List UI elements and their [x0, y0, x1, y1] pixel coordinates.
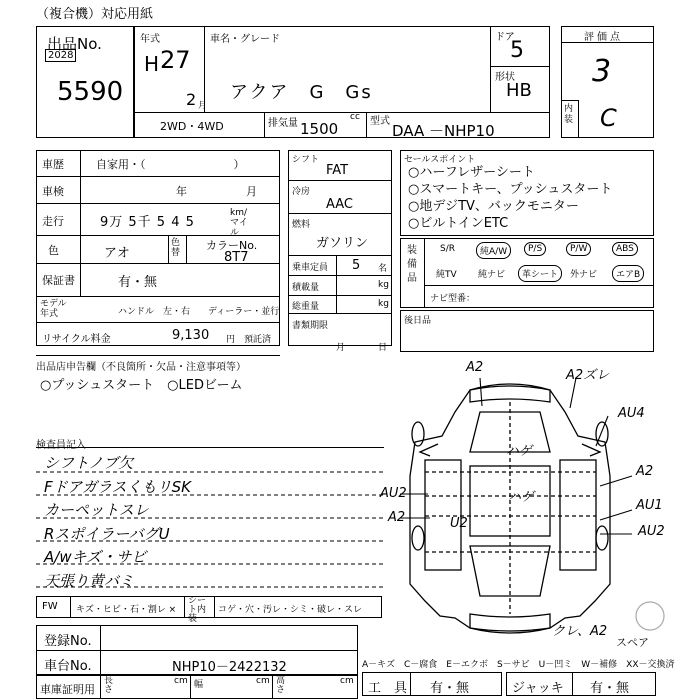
- capacity-value: 5: [352, 258, 361, 273]
- doc-deadline-label: 書類期限: [292, 321, 329, 331]
- doc-deadline-month: 月: [336, 343, 346, 353]
- year-era: H: [144, 52, 160, 76]
- aircon-value: AAC: [326, 197, 353, 212]
- equip-ext-navi: 外ナビ: [570, 270, 598, 280]
- fuel-label: 燃料: [292, 220, 311, 230]
- equip-aw: 純A/W: [476, 242, 511, 259]
- doors-value: 5: [510, 38, 524, 63]
- inspector-notes-label: 検査員記入: [36, 440, 86, 451]
- doors-label: ドア: [495, 32, 515, 43]
- color-code-label: カラーNo.: [206, 239, 258, 252]
- recycle-value: 9,130: [172, 328, 210, 343]
- color-change-label: 色替: [171, 238, 181, 258]
- load-label: 積載量: [292, 283, 320, 293]
- jack-label: ジャッキ: [512, 681, 564, 696]
- lot-label: 出品No.: [47, 35, 102, 53]
- diagram-mark: AU2: [638, 524, 665, 539]
- displacement-value: 1500: [300, 120, 339, 138]
- handle-label: ハンドル 左・右: [118, 307, 191, 317]
- cert-unit-2: cm: [256, 676, 270, 686]
- inspection-year-unit: 年: [176, 185, 187, 198]
- diagram-mark: ハゲ: [506, 444, 533, 459]
- equip-navi: 純ナビ: [478, 270, 506, 280]
- inspection-label: 車検: [42, 185, 64, 198]
- cert-label: 車庫証明用: [40, 683, 95, 696]
- shape-label: 形状: [495, 72, 515, 83]
- tools-label: 工 具: [368, 681, 408, 696]
- model-name-value: アクア G Gs: [230, 82, 373, 103]
- rating-value: 3: [592, 54, 612, 89]
- gross-weight-label: 総重量: [292, 302, 320, 312]
- diagram-mark: AU1: [636, 498, 663, 513]
- shape-value: HB: [506, 80, 532, 101]
- doc-deadline-day: 日: [378, 343, 388, 353]
- diagram-mark: U2: [450, 516, 468, 531]
- tools-value: 有・無: [430, 681, 470, 696]
- color-code: 8T7: [224, 250, 249, 265]
- year-month: 2: [186, 90, 197, 109]
- diagram-mark: A2: [466, 360, 484, 375]
- seat-text: コゲ・穴・汚レ・シミ・破レ・スレ: [218, 605, 363, 615]
- diagram-mark: A2: [388, 510, 406, 525]
- inspector-note: シフトノブ欠: [44, 454, 134, 472]
- color-label: 色: [48, 244, 59, 257]
- inspector-note: A/wキズ・サビ: [44, 548, 147, 566]
- load-unit: kg: [378, 280, 389, 290]
- damage-legend: A－キズ C－腐食 E－エクボ S－サビ U－凹ミ W－補修 XX－交換済: [362, 660, 675, 670]
- fw-label: FW: [42, 601, 58, 612]
- mileage-value: 9万 5千 5 4 5: [100, 215, 195, 230]
- cert-width: 幅: [194, 680, 204, 690]
- fw-text: キズ・ヒビ・石・割レ ×: [76, 605, 177, 615]
- model-code-value: DAA －NHP10: [392, 122, 495, 140]
- chassis-label: 車台No.: [44, 659, 92, 674]
- mileage-unit: km/マイル: [230, 208, 248, 238]
- cert-height: 高さ: [276, 676, 286, 695]
- year-label: 年式: [140, 34, 160, 45]
- displacement-unit: cc: [350, 112, 360, 122]
- fuel-value: ガソリン: [316, 236, 369, 251]
- after-install-label: 後日品: [404, 316, 432, 326]
- seat-label: シート内装: [188, 596, 207, 624]
- recycle-unit: 円 預託済: [226, 335, 272, 345]
- mileage-label: 走行: [42, 215, 64, 228]
- sales-point-item: ○ビルトインETC: [408, 216, 509, 231]
- year-value: 27: [160, 46, 191, 74]
- jack-value: 有・無: [590, 681, 630, 696]
- color-value: アオ: [104, 246, 130, 261]
- history-value: 自家用・（ ）: [96, 158, 245, 171]
- navi-model-label: ナビ型番：: [430, 294, 476, 304]
- lot-box: [36, 26, 134, 138]
- shift-label: シフト: [292, 155, 320, 165]
- equip-leather: 革シート: [518, 265, 562, 282]
- year-month-unit: 月: [198, 101, 208, 111]
- cert-unit-1: cm: [174, 676, 188, 686]
- sales-points-list: [408, 164, 612, 232]
- drive-label: 2WD・4WD: [160, 120, 224, 133]
- gross-weight-unit: kg: [378, 299, 389, 309]
- recycle-label: リサイクル料金: [42, 334, 111, 345]
- diagram-mark: AU2: [380, 486, 407, 501]
- equip-tv: 純TV: [436, 270, 457, 280]
- model-code-label: 型式: [370, 116, 390, 127]
- equip-pw: P/W: [566, 242, 591, 256]
- inspector-note-lines: [36, 470, 386, 600]
- aircon-label: 冷房: [292, 187, 311, 197]
- interior-label: 内装: [564, 104, 574, 125]
- seller-notes-value: ○プッシュスタート ○LEDビーム: [40, 378, 243, 393]
- sheet-title: （複合機）対応用紙: [36, 7, 154, 22]
- equipment-label: 装備品: [407, 245, 417, 284]
- diagram-mark: A2: [636, 464, 654, 479]
- warranty-value: 有・無: [118, 275, 158, 290]
- displacement-label: 排気量: [268, 118, 298, 129]
- warranty-label: 保証書: [42, 274, 75, 287]
- inspection-month-unit: 月: [246, 185, 257, 198]
- sales-point-item: ○スマートキー、プッシュスタート: [408, 182, 613, 197]
- equip-abs: ABS: [612, 242, 638, 256]
- chassis-value: NHP10－2422132: [172, 660, 287, 675]
- diagram-mark: A2ズレ: [566, 368, 610, 383]
- shift-value: FAT: [326, 163, 349, 178]
- dealer-label: ディーラー・並行: [208, 307, 280, 317]
- equip-sr: S/R: [440, 244, 455, 254]
- inspector-note: FドアガラスくもリSK: [44, 477, 191, 496]
- model-year-label: モデル年式: [40, 299, 67, 319]
- capacity-label: 乗車定員: [292, 263, 329, 273]
- diagram-mark: クレ、A2: [552, 624, 608, 639]
- inspector-note: 天張り黄バミ: [44, 571, 135, 590]
- history-label: 車歴: [42, 158, 64, 171]
- after-install-box: [400, 310, 654, 352]
- diagram-mark: AU4: [618, 406, 645, 421]
- sales-points-label: セールスポイント: [404, 155, 476, 165]
- sales-point-item: ○ハーフレザーシート: [408, 165, 535, 180]
- equip-airbag: エアB: [612, 265, 644, 282]
- lot-code: 2028: [45, 49, 76, 62]
- seller-notes-label: 出品店申告欄（不良箇所・欠品・注意事項等）: [36, 362, 246, 373]
- spare-label: スペア: [616, 636, 649, 649]
- lot-number: 5590: [57, 77, 124, 107]
- sales-point-item: ○地デジTV、バックモニター: [408, 199, 579, 214]
- cert-unit-3: cm: [340, 676, 354, 686]
- equip-ps: P/S: [524, 242, 546, 256]
- rating-label: 評価点: [584, 32, 623, 43]
- model-name-label: 車名・グレード: [210, 34, 280, 45]
- registration-label: 登録No.: [44, 634, 92, 649]
- inspector-note: カーペットスレ: [44, 501, 149, 519]
- diagram-mark: ハゲ: [508, 490, 535, 505]
- interior-value: C: [600, 104, 617, 132]
- capacity-unit: 名: [378, 264, 388, 274]
- inspector-note: RスポイラーバグU: [44, 524, 170, 543]
- cert-length: 長さ: [104, 676, 114, 695]
